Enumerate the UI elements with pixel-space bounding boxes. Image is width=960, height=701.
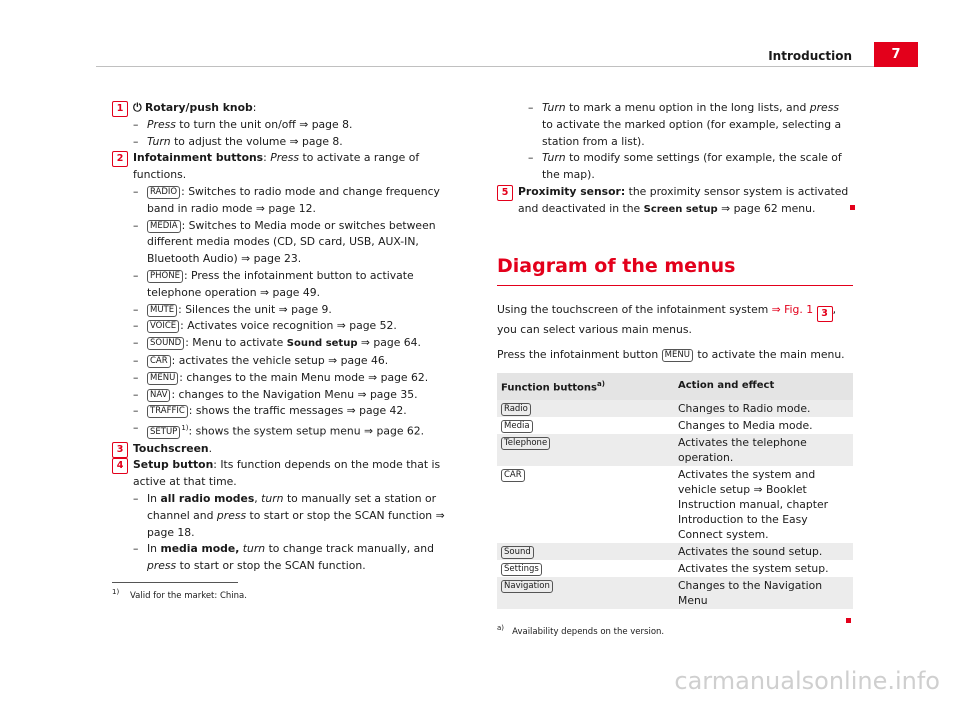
item-text: : activates the vehicle setup ⇒ page 46. [171, 353, 389, 367]
item-touchscreen [116, 441, 465, 458]
item-text: : shows the system setup menu ⇒ page 62. [188, 424, 425, 438]
item-text: In [147, 491, 161, 505]
item-text: to mark a menu option in the long lists, and [565, 101, 810, 114]
item-text: : Its function depends on the mode that is active at that time. [133, 458, 441, 489]
item-label: Infotainment buttons [133, 151, 264, 165]
ui-button-label: Sound [501, 546, 534, 559]
item-text: to change track manually, and [265, 542, 434, 556]
footnote-text: Valid for the market: China. [130, 590, 247, 601]
table-row [497, 417, 853, 434]
list-item: – NAV : changes to the Navigation Menu ⇒ page 35. [133, 387, 418, 401]
table-cell: Changes to Radio mode. [674, 400, 853, 417]
item-text: : changes to the Navigation Menu ⇒ page 35. [171, 387, 418, 401]
list-item: – TRAFFIC : shows the traffic messages ⇒ page 42. [133, 404, 407, 418]
ui-button-label: Settings [501, 563, 542, 576]
list-item: – RADIO : Switches to radio mode and change frequency band in radio mode ⇒ page 12. [133, 184, 440, 215]
item-text: In [147, 542, 161, 556]
list-item: – MENU : changes to the main Menu mode ⇒ page 62. [133, 370, 429, 384]
header-text: Function buttons [501, 382, 597, 394]
hardware-key: RADIO [147, 186, 180, 199]
table-header: Action and effect [674, 373, 853, 400]
action-verb: turn [242, 542, 266, 556]
item-text: the proximity sensor system is activated and deactivated in the [518, 184, 849, 215]
item-text: to turn the unit on/off ⇒ page 8. [175, 117, 353, 131]
ui-button-label: Navigation [501, 580, 553, 593]
table-header-row [497, 373, 853, 400]
list-item: – In media mode, turn to change track manually, and press to start or stop the SCAN function. [133, 542, 434, 573]
list-item: – In all radio modes, turn to manually set a station or channel and press to start or stop the SCAN function ⇒ page 18. [133, 491, 445, 539]
footnote-ref: 1) [181, 424, 189, 433]
list-item: – MEDIA : Switches to Media mode or switches between different media modes (CD, SD card, USB, AUX-IN, Bluetooth Audio) ⇒ page 23. [133, 218, 436, 266]
item-text: to activate the main menu. [693, 348, 845, 362]
list-item: – SOUND : Menu to activate Sound setup ⇒ page 64. [133, 336, 421, 350]
footnote-rule [112, 582, 238, 583]
footnote-mark: 1) [112, 588, 120, 596]
page-footnote [112, 588, 247, 601]
table-footnote [497, 620, 853, 641]
table-cell: Activates the system and vehicle setup ⇒ Booklet Instruction manual, chapter Introduction to the Easy Connect system. [678, 468, 829, 542]
hardware-key: PHONE [147, 270, 183, 283]
item-label: Touchscreen [133, 441, 209, 455]
header-rule [96, 66, 918, 67]
watermark: carmanualsonline.info [674, 667, 940, 695]
list-item: – Press to turn the unit on/off ⇒ page 8. [133, 117, 353, 131]
hardware-key: CAR [147, 355, 171, 368]
action-verb: Turn [542, 101, 566, 114]
item-text: to activate a range of functions. [133, 151, 420, 182]
ui-button-label: Radio [501, 403, 531, 416]
item-text: to adjust the volume ⇒ page 8. [170, 134, 343, 148]
end-of-section-marker [846, 618, 851, 623]
mode-keyword: all radio modes [160, 491, 255, 505]
item-text: to manually set a station or channel and [147, 491, 437, 522]
hardware-key: SOUND [147, 337, 184, 350]
action-verb: Press [147, 117, 176, 131]
item-text: , [254, 491, 262, 505]
list-item: – Turn to modify some settings (for example, the scale of the map). [528, 151, 842, 182]
item-text: to modify some settings (for example, the scale of the map). [542, 151, 842, 182]
table-cell [497, 400, 674, 417]
action-verb: press [809, 101, 839, 114]
table-cell: Activates the system setup. [678, 562, 829, 576]
item-text: Press the infotainment button [497, 348, 662, 362]
item-infotainment-buttons [116, 150, 465, 184]
item-label: Setup button [133, 458, 214, 472]
table-cell [497, 560, 674, 577]
table-row [497, 434, 853, 466]
table-row [497, 400, 853, 417]
item-text: ⇒ page 62 menu. [717, 201, 816, 215]
table-cell [497, 543, 674, 560]
item-text: : Silences the unit ⇒ page 9. [178, 302, 332, 316]
list-item: – PHONE : Press the infotainment button to activate telephone operation ⇒ page 49. [133, 268, 414, 299]
list-item: – Turn to adjust the volume ⇒ page 8. [133, 134, 343, 148]
menu-keyword: Sound setup [286, 338, 358, 350]
item-text: to start or stop the SCAN function. [176, 559, 366, 573]
callout-number: 3 [817, 306, 833, 322]
callout-number: 1 [112, 101, 128, 117]
action-verb: turn [261, 491, 284, 505]
table-row [497, 543, 853, 560]
list-item: – Turn to mark a menu option in the long lists, and press to activate the marked option (for example, selecting a station from a list). [528, 101, 842, 148]
callout-number: 4 [112, 458, 128, 474]
hardware-key: MUTE [147, 304, 177, 317]
list-item: – SETUP $^{1)}$: shows the system setup menu ⇒ page 62. [133, 421, 425, 438]
section-rule [497, 285, 853, 286]
table-header [497, 373, 674, 400]
action-verb: press [147, 559, 177, 573]
table-cell [497, 434, 674, 466]
item-text: : Switches to Media mode or switches between different media modes (CD, SD card, USB, AUX-IN, Bluetooth Audio) ⇒ page 23. [147, 218, 436, 266]
item-text: ⇒ page 64. [357, 336, 421, 350]
item-label-colon: : [252, 101, 257, 114]
item-text: to activate the marked option (for example, selecting a station from a list). [542, 117, 842, 148]
section-intro [497, 302, 853, 339]
item-text: : Press the infotainment button to activate telephone operation ⇒ page 49. [147, 268, 414, 299]
hardware-key: SETUP [147, 426, 180, 439]
ui-button-label: CAR [501, 469, 525, 482]
list-item: – MUTE : Silences the unit ⇒ page 9. [133, 302, 332, 316]
callout-number: 3 [112, 442, 128, 458]
list-item: – VOICE : Activates voice recognition ⇒ page 52. [133, 319, 397, 333]
power-icon: ⏻ [133, 101, 142, 114]
hardware-key: MEDIA [147, 220, 181, 233]
menu-keyword: Screen setup [643, 203, 718, 215]
table-row [497, 560, 853, 577]
function-buttons-table [497, 373, 853, 609]
callout-number: 5 [497, 185, 513, 201]
hardware-key: VOICE [147, 320, 179, 333]
table-cell [497, 466, 674, 543]
table-cell: Changes to the Navigation Menu [674, 577, 853, 609]
left-column [116, 100, 465, 575]
item-text: Using the touchscreen of the infotainment system [497, 302, 772, 316]
item-text: to start or stop the SCAN function ⇒ page 18. [147, 508, 445, 539]
mode-keyword: media mode, [160, 542, 240, 556]
page-number: 7 [874, 42, 918, 67]
page-title: Introduction [768, 49, 852, 63]
right-column [497, 100, 853, 641]
table-cell: Activates the sound setup. [674, 543, 853, 560]
item-rotary-knob [116, 100, 465, 117]
figure-link[interactable]: ⇒ Fig. 1 [771, 302, 814, 316]
table-row [497, 577, 853, 609]
item-setup-button [116, 457, 465, 491]
hardware-key: MENU [662, 349, 693, 362]
callout-number: 2 [112, 151, 128, 167]
action-verb: press [216, 508, 247, 522]
action-verb: Press [270, 151, 300, 165]
section-press-line [497, 347, 853, 364]
table-cell: Activates the telephone operation. [674, 434, 853, 466]
hardware-key: TRAFFIC [147, 405, 188, 418]
item-text: : Menu to activate [185, 336, 287, 350]
table-cell [497, 577, 674, 609]
action-verb: Turn [147, 134, 171, 148]
footnote-ref: a) [596, 380, 605, 389]
hardware-key: NAV [147, 389, 170, 402]
item-label: Proximity sensor: [518, 184, 626, 198]
item-text: . [208, 441, 213, 455]
footnote-text: Availability depends on the version. [512, 627, 665, 638]
action-verb: Turn [542, 151, 566, 165]
item-text: : shows the traffic messages ⇒ page 42. [188, 404, 407, 418]
ui-button-label: Telephone [501, 437, 550, 450]
footnote-mark: a) [497, 624, 505, 633]
item-proximity-sensor [501, 184, 853, 219]
list-item: – CAR : activates the vehicle setup ⇒ page 46. [133, 353, 389, 367]
ui-button-label: Media [501, 420, 533, 433]
item-text: : changes to the main Menu mode ⇒ page 62. [179, 370, 429, 384]
item-text: : Activates voice recognition ⇒ page 52. [180, 319, 397, 333]
item-text: : Switches to radio mode and change frequency band in radio mode ⇒ page 12. [147, 184, 440, 215]
item-separator: : [263, 151, 271, 165]
table-cell [497, 417, 674, 434]
hardware-key: MENU [147, 372, 178, 385]
section-title: Diagram of the menus [497, 254, 736, 277]
table-cell: Changes to Media mode. [678, 419, 813, 433]
table-row [497, 466, 853, 543]
end-of-section-marker [850, 205, 855, 210]
item-text: , you can select various main menus. [497, 302, 837, 336]
item-label: Rotary/push knob [144, 101, 253, 114]
